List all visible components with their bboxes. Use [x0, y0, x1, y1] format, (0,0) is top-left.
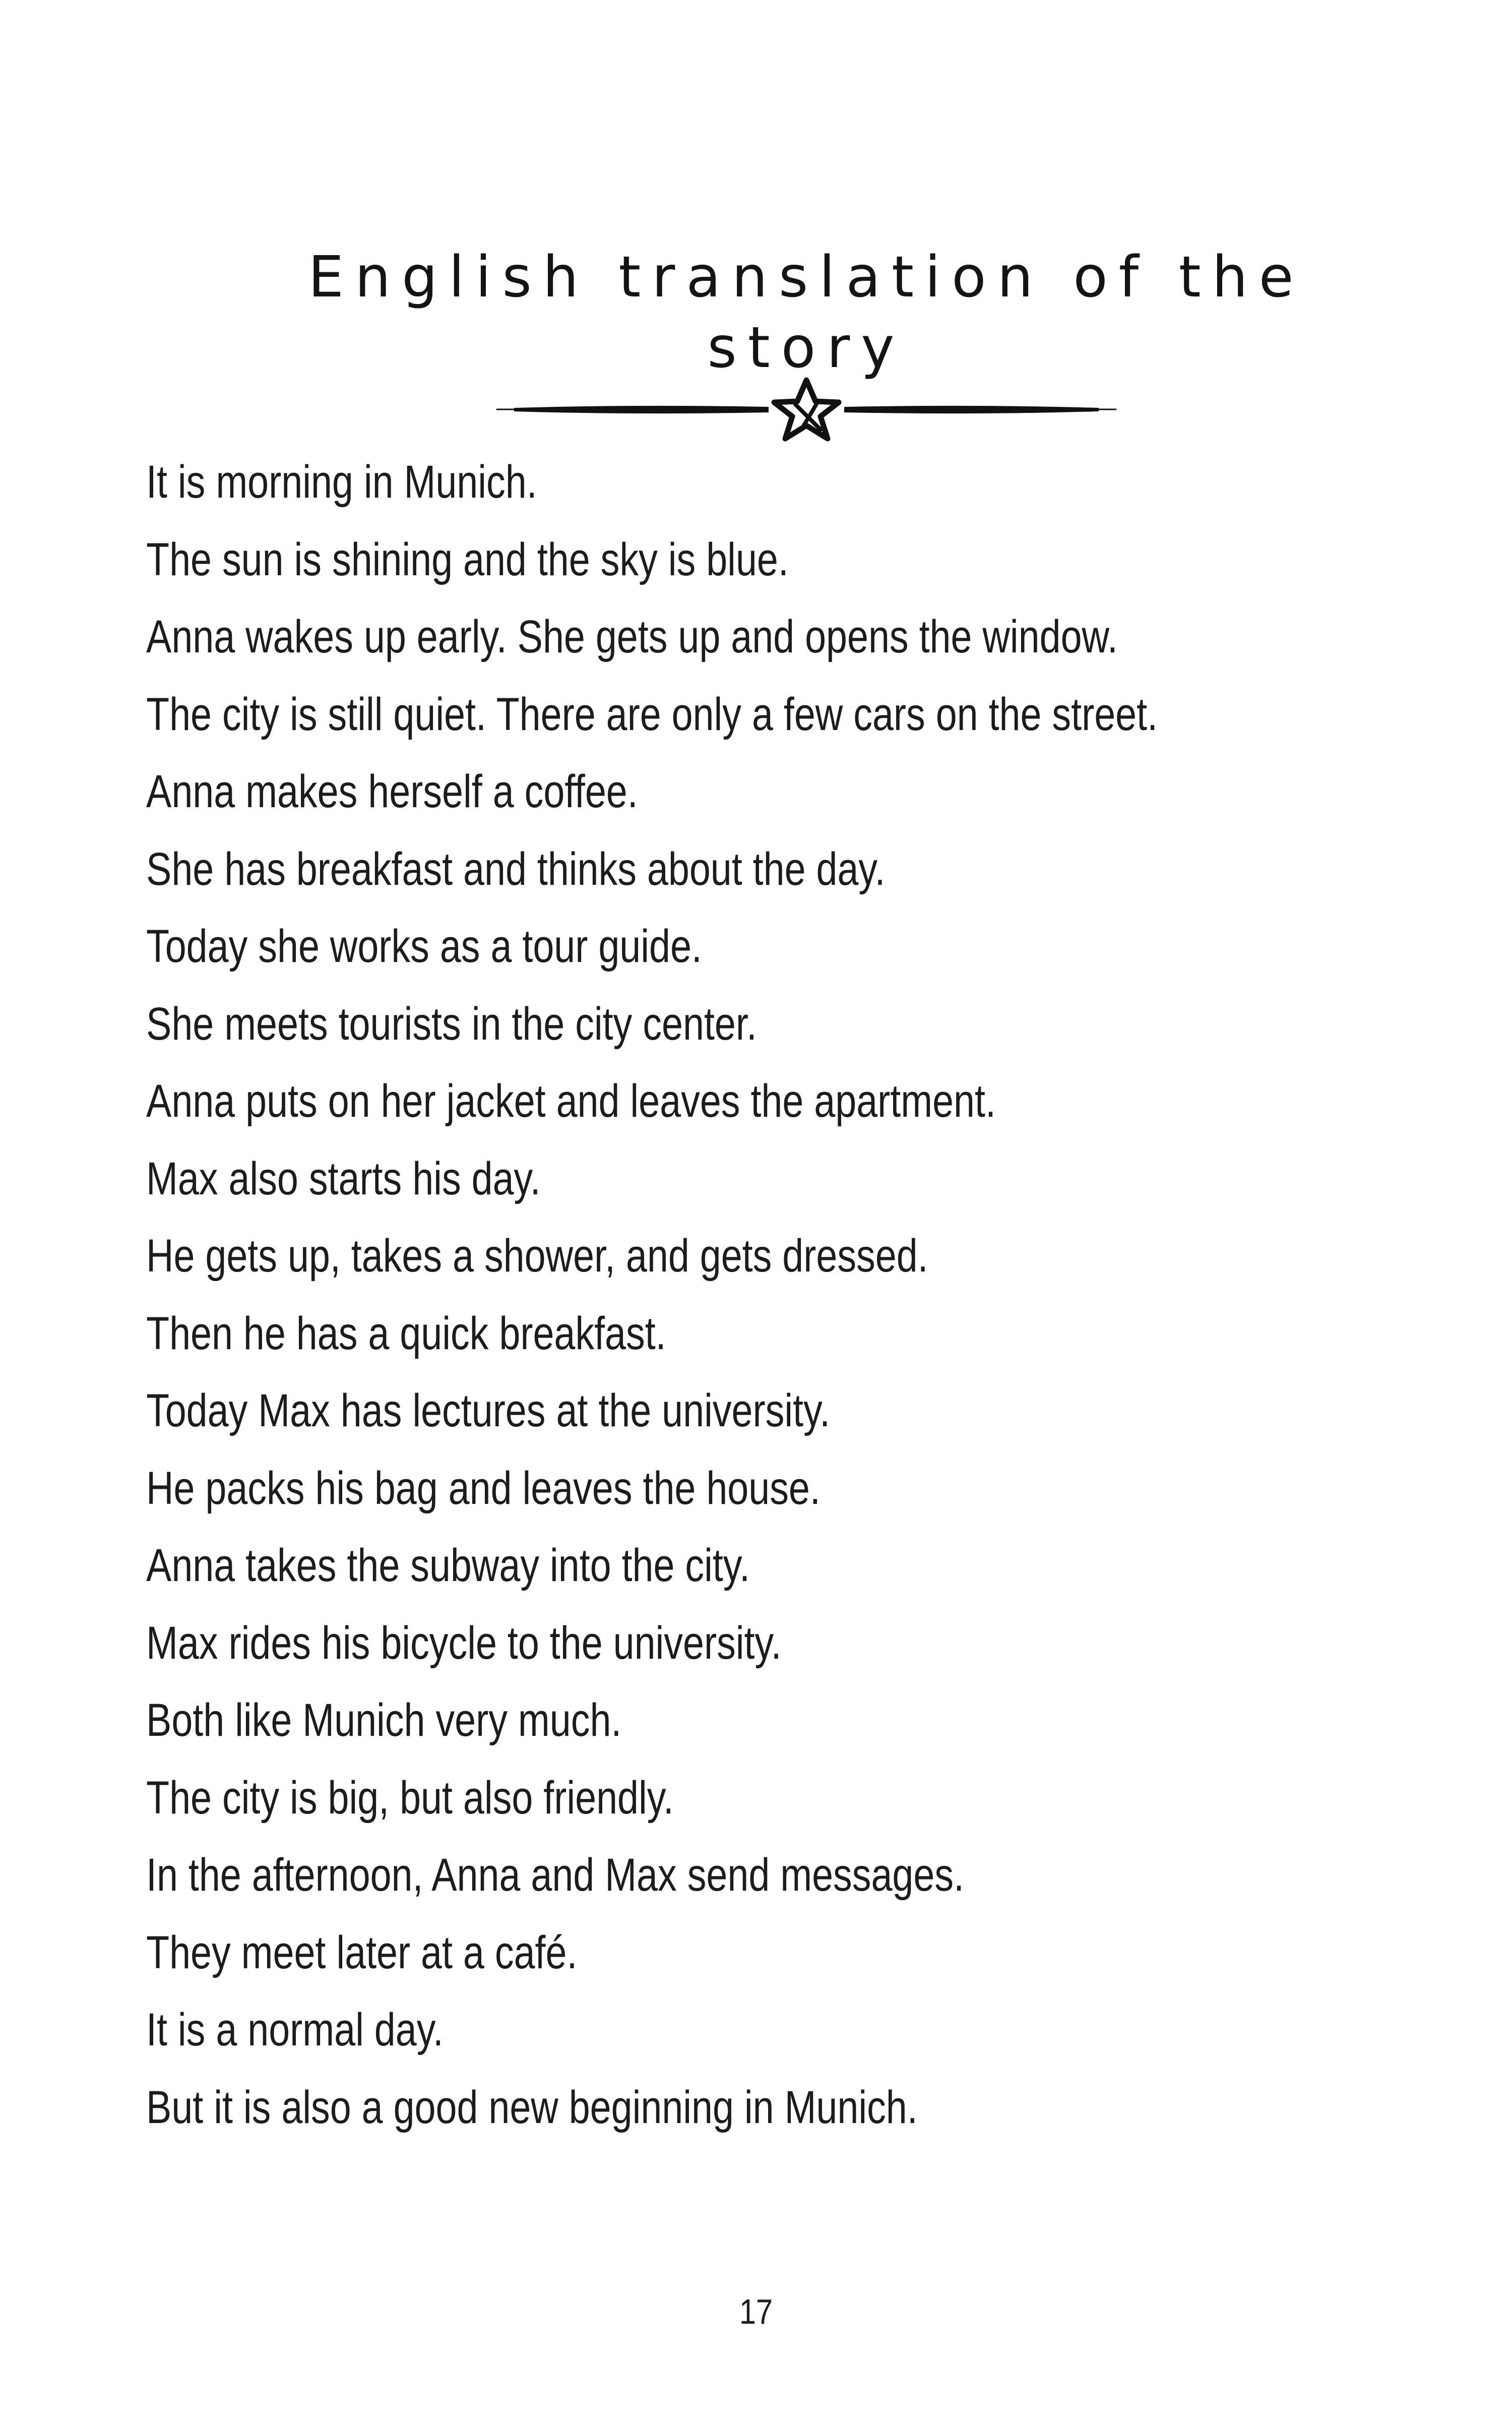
story-line: The city is big, but also friendly. — [146, 1772, 674, 1824]
story-line: The sun is shining and the sky is blue. — [146, 533, 789, 585]
story-lines — [146, 444, 1406, 2146]
story-line: She has breakfast and thinks about the day. — [146, 843, 886, 895]
story-line: Anna puts on her jacket and leaves the apartment. — [146, 1075, 996, 1127]
story-line: The city is still quiet. There are only a few cars on the street. — [146, 688, 1158, 740]
divider-right-line — [844, 406, 1116, 413]
title-divider — [494, 373, 1119, 444]
page-number: 17 — [739, 2292, 773, 2331]
page-title: English translation of the story — [308, 245, 1305, 381]
story-line: Then he has a quick breakfast. — [146, 1307, 666, 1359]
story-line: Both like Munich very much. — [146, 1695, 622, 1746]
star-icon — [774, 380, 839, 439]
story-line: Max rides his bicycle to the university. — [146, 1617, 782, 1669]
story-line: They meet later at a café. — [146, 1926, 578, 1978]
story-line: Today she works as a tour guide. — [146, 921, 702, 972]
story-line: In the afternoon, Anna and Max send messages. — [146, 1849, 965, 1901]
story-line: It is a normal day. — [146, 2004, 444, 2055]
story-line: Today Max has lectures at the university. — [146, 1385, 831, 1436]
story-line: She meets tourists in the city center. — [146, 998, 757, 1050]
story-line: Max also starts his day. — [146, 1153, 541, 1204]
story-line: Anna makes herself a coffee. — [146, 766, 638, 817]
story-line: Anna wakes up early. She gets up and opens the window. — [146, 611, 1118, 662]
story-line: Anna takes the subway into the city. — [146, 1540, 750, 1591]
story-line: But it is also a good new beginning in Munich. — [146, 2081, 918, 2133]
divider-left-line — [497, 406, 769, 413]
story-line: It is morning in Munich. — [146, 456, 537, 508]
story-line: He gets up, takes a shower, and gets dressed. — [146, 1230, 928, 1282]
story-line: He packs his bag and leaves the house. — [146, 1462, 821, 1514]
